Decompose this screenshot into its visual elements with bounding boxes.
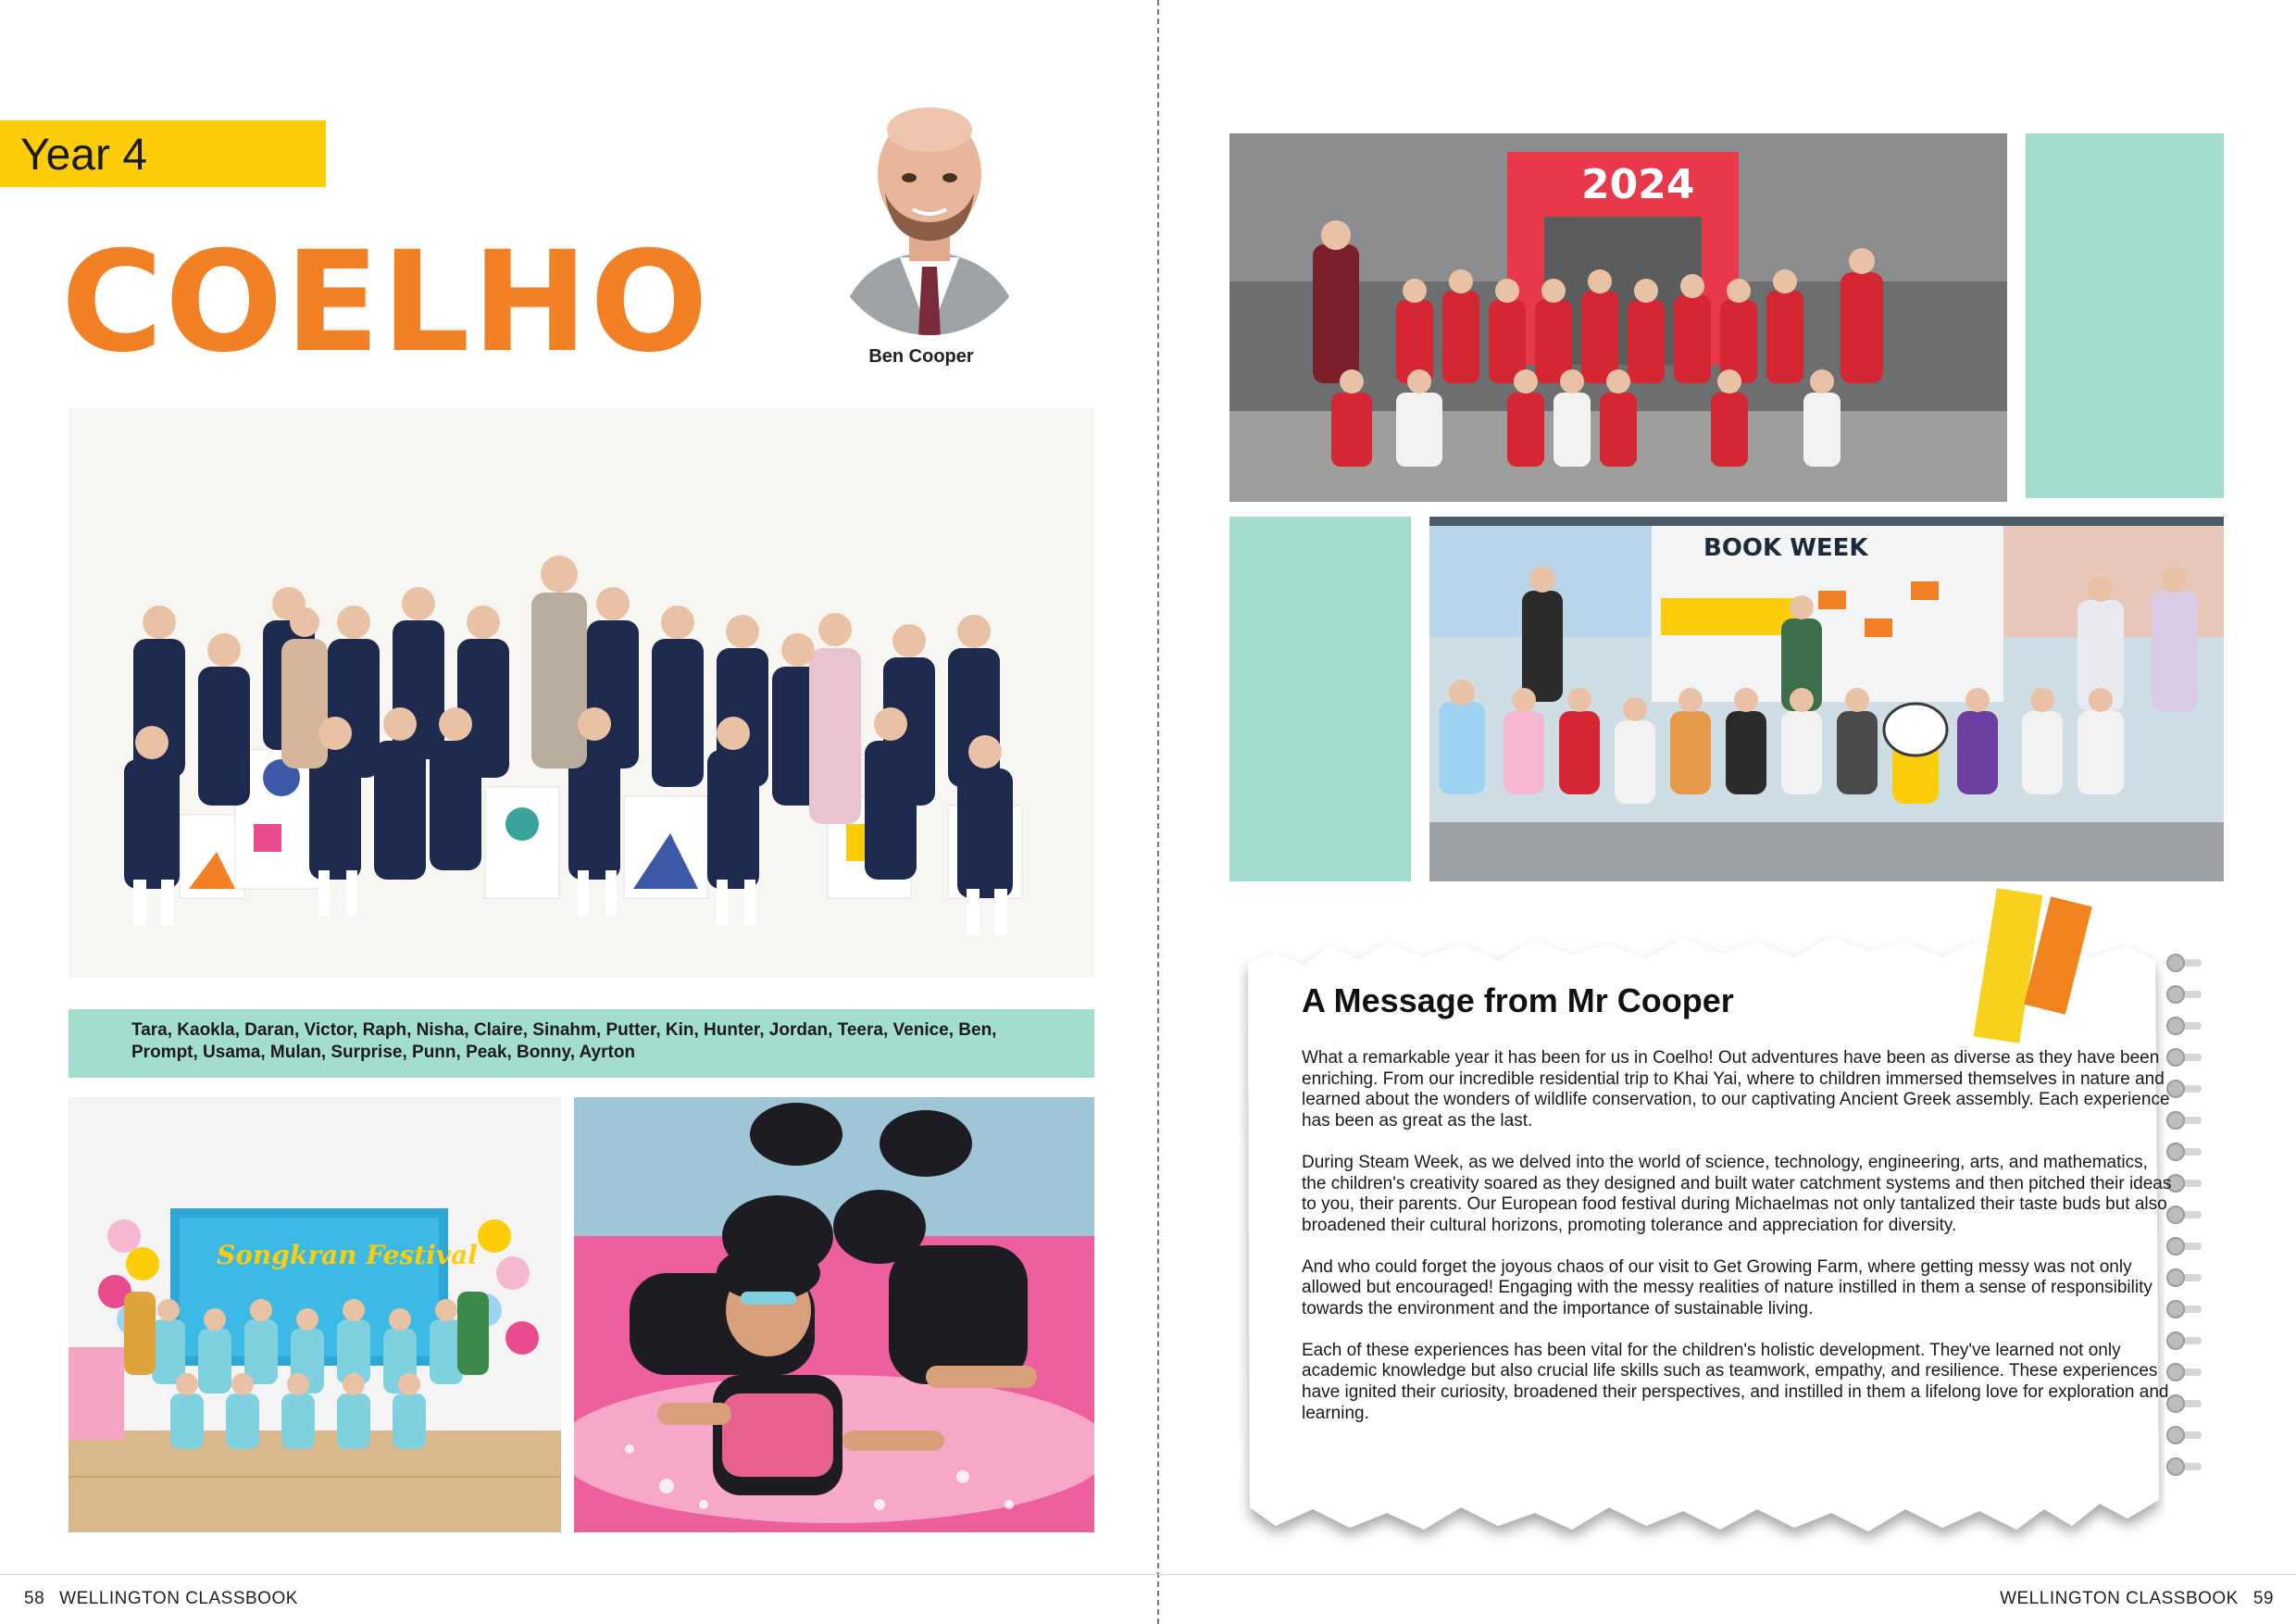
binder-ring-icon (2166, 1457, 2200, 1478)
publication-title-left: WELLINGTON CLASSBOOK (59, 1589, 298, 1608)
right-page (1148, 0, 2296, 1624)
footer-left (24, 1589, 298, 1609)
student-names-line-1: Tara, Kaokla, Daran, Victor, Raph, Nisha, Claire, Sinahm, Putter, Kin, Hunter, Jordan, Teera, Venice, Ben, (131, 1020, 997, 1040)
message-paragraph: And who could forget the joyous chaos of our visit to Get Growing Farm, where getting messy was not only allowed but encouraged! Engaging with the messy realities of nature instilled in them a sense of responsibility towards the environment and the importance of sustainable living. (1302, 1256, 2152, 1319)
student-names-bar (69, 1009, 1094, 1078)
student-names-line-2: Prompt, Usama, Mulan, Surprise, Punn, Peak, Bonny, Ayrton (131, 1043, 636, 1062)
class-group-photo (69, 407, 1094, 978)
book-week-banner-text: BOOK WEEK (1703, 534, 1868, 562)
footer-rule (0, 1574, 1148, 1575)
songkran-festival-photo (69, 1097, 561, 1532)
mint-accent-block (2026, 133, 2224, 498)
footer-right (2000, 1589, 2274, 1609)
year-tag (0, 120, 326, 187)
class-title: COELHO (61, 222, 710, 383)
binder-ring-icon (2166, 985, 2200, 1006)
message-paragraph: What a remarkable year it has been for us in Coelho! Out adventures have been as diverse as they have been enriching. From our incredible residential trip to Khai Yai, where to children immersed themselves in nature and learned about the wonders of wildlife conservation, to our captivating Ancient Greek assembly. Each experience has been as great as the last. (1302, 1048, 2170, 1131)
message-body (1302, 1048, 2176, 1445)
mint-accent-block (1229, 517, 1411, 881)
binder-ring-icon (2166, 954, 2200, 974)
message-paragraph: During Steam Week, as we delved into the world of science, technology, engineering, arts, and mathematics, the children's creativity soared as they designed and built water catchment systems and then pitched their ideas to you, their parents. Our European food festival during Michaelmas not only tantalized their taste buds but also broadened their cultural horizons, promoting tolerance and appreciation for diversity. (1302, 1152, 2172, 1235)
teacher-name: Ben Cooper (868, 346, 974, 367)
teacher-portrait (828, 93, 1031, 335)
songkran-banner-text: Songkran Festival (217, 1240, 478, 1270)
binder-ring-icon (2166, 1017, 2200, 1037)
page-number-right: 59 (2252, 1589, 2274, 1608)
book-week-photo (1429, 517, 2224, 881)
message-heading: A Message from Mr Cooper (1302, 981, 1734, 1019)
cny-banner-text: 2024 (1581, 161, 1695, 208)
chinese-new-year-photo (1229, 133, 2007, 502)
publication-title-right: WELLINGTON CLASSBOOK (2000, 1589, 2239, 1608)
swimming-photo (574, 1097, 1094, 1532)
footer-rule (1148, 1574, 2296, 1575)
page-number-left: 58 (24, 1589, 45, 1608)
year-tag-label: Year 4 (20, 131, 148, 180)
message-paragraph: Each of these experiences has been vital for the children's holistic development. They've learned not only academic knowledge but also crucial life skills such as teamwork, empathy, and resilience. These experiences have ignited their curiosity, broadened their perspectives, and instilled in them a lifelong love for exploration and learning. (1302, 1340, 2169, 1423)
